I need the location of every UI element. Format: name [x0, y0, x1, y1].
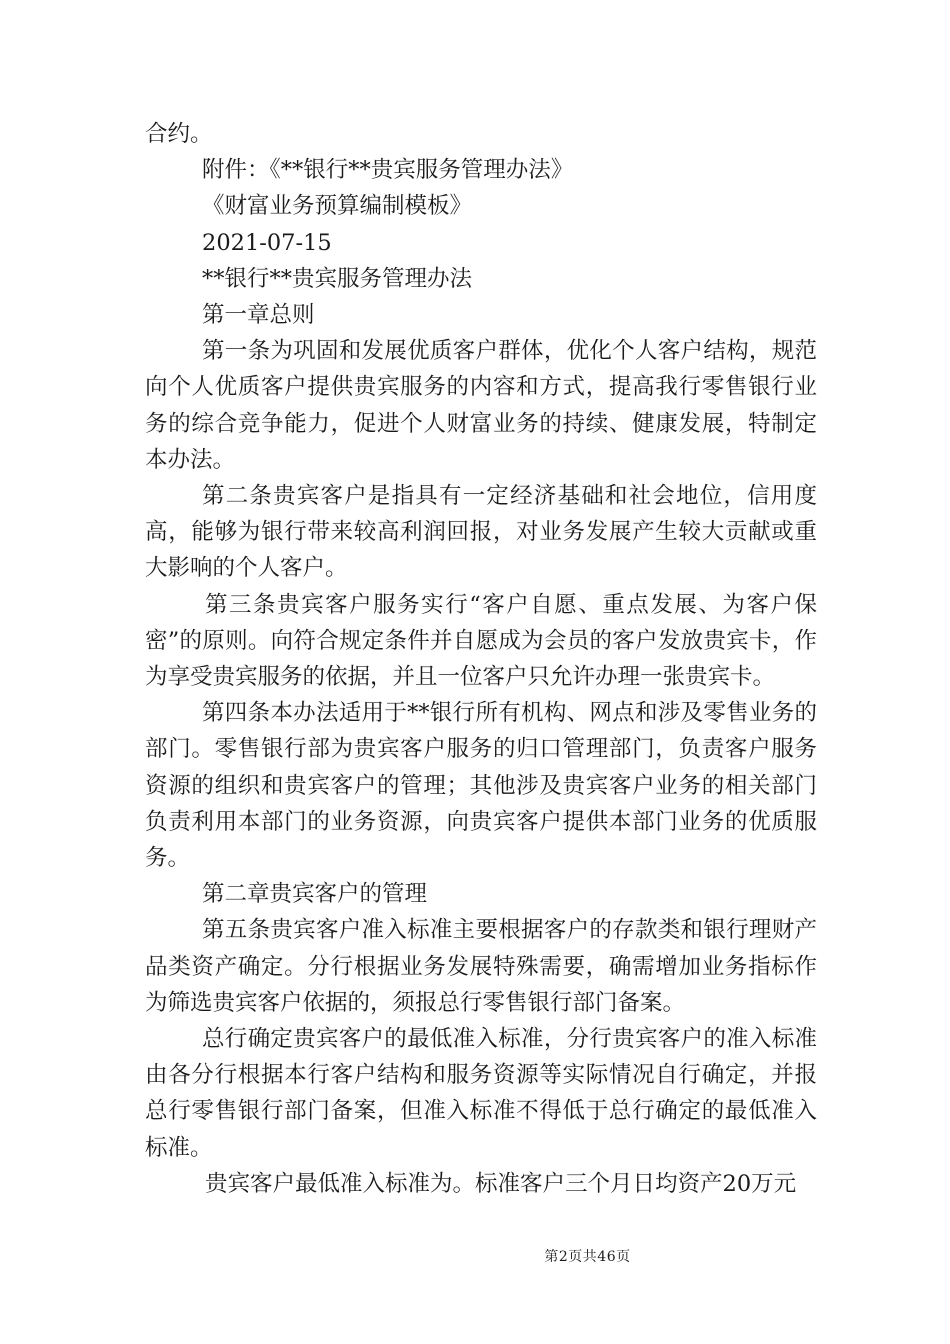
attachment-line: 附件：《**银行**贵宾服务管理办法》 [202, 157, 574, 184]
text-line-continuation: 合约。 [145, 121, 213, 147]
chapter-heading-1: 第一章总则 [202, 302, 315, 329]
attachment-title-line: 《财富业务预算编制模板》 [202, 193, 473, 220]
article-5-paragraph: 第五条贵宾客户准入标准主要根据客户的存款类和银行理财产品类资产确定。分行根据业务发展特殊需要，确需增加业务指标作为筛选贵宾客户依据的，须报总行零售银行部门备案。 [145, 917, 817, 1016]
article-2-paragraph: 第二条贵宾客户是指具有一定经济基础和社会地位，信用度高，能够为银行带来较高利润回报，对业务发展产生较大贡献或重大影响的个人客户。 [145, 483, 817, 582]
minimum-standard-paragraph: 贵宾客户最低准入标准为。标准客户三个月日均资产20万元 [205, 1170, 797, 1197]
page-number-footer: 第2页共46页 [544, 1249, 631, 1265]
article-4-paragraph: 第四条本办法适用于**银行所有机构、网点和涉及零售业务的部门。零售银行部为贵宾客户服务的归口管理部门，负责客户服务资源的组织和贵宾客户的管理；其他涉及贵宾客户业务的相关部门负责利用本部门的业务资源，向贵宾客户提供本部门业务的优质服务。 [145, 700, 817, 872]
chapter-heading-2: 第二章贵宾客户的管理 [202, 881, 428, 908]
date-line: 2021-07-15 [202, 229, 332, 256]
article-3-paragraph: 第三条贵宾客户服务实行“客户自愿、重点发展、为客户保密”的原则。向符合规定条件并自愿成为会员的客户发放贵宾卡，作为享受贵宾服务的依据，并且一位客户只允许办理一张贵宾卡。 [145, 591, 817, 691]
document-title-line: **银行**贵宾服务管理办法 [202, 265, 473, 292]
article-1-paragraph: 第一条为巩固和发展优质客户群体，优化个人客户结构，规范向个人优质客户提供贵宾服务的内容和方式，提高我行零售银行业务的综合竞争能力，促进个人财富业务的持续、健康发展，特制定本办法。 [145, 338, 817, 473]
standard-paragraph: 总行确定贵宾客户的最低准入标准，分行贵宾客户的准入标准由各分行根据本行客户结构和服务资源等实际情况自行确定，并报总行零售银行部门备案，但准入标准不得低于总行确定的最低准入标准。 [145, 1026, 817, 1161]
document-body [145, 116, 817, 1202]
